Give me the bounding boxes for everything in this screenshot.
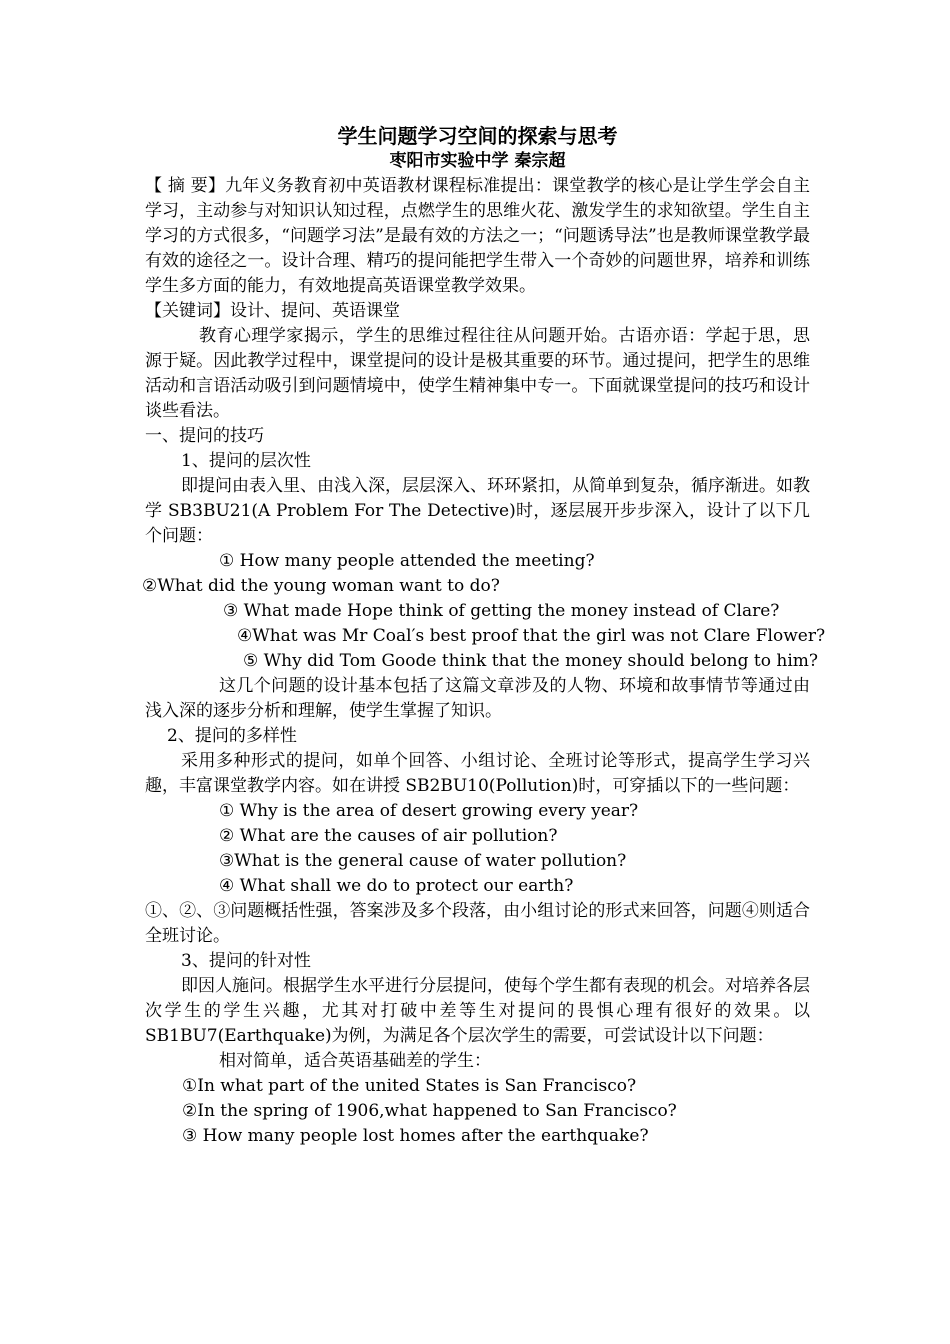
subsection-2-summary: ①、②、③问题概括性强，答案涉及多个段落，由小组讨论的形式来回答，问题④则适合全班讨论。 — [145, 901, 810, 946]
subsection-3-lead: 相对简单，适合英语基础差的学生： — [219, 1051, 491, 1071]
subsection-3-paragraph: 即因人施问。根据学生水平进行分层提问，使每个学生都有表现的机会。对培养各层次学生的学生兴趣，尤其对打破中差等生对提问的畏惧心理有很好的效果。以 SB1BU7(Earthquake)为例，为满足各个层次学生的需要，可尝试设计以下问题： — [145, 976, 810, 1046]
question-item: ③ How many people lost homes after the earthquake? — [182, 1126, 649, 1146]
section-heading: 一、提问的技巧 — [145, 426, 264, 446]
question-item: ⑤ Why did Tom Goode think that the money should belong to him? — [243, 651, 819, 671]
subsection-heading-2: 2、提问的多样性 — [167, 726, 297, 746]
document-title: 学生问题学习空间的探索与思考 — [337, 124, 618, 148]
question-item: ②What did the young woman want to do? — [142, 576, 500, 596]
question-item: ② What are the causes of air pollution? — [219, 826, 558, 846]
question-item: ① Why is the area of desert growing every year? — [219, 801, 639, 821]
question-item: ① How many people attended the meeting? — [219, 551, 595, 571]
question-item: ①In what part of the united States is San Francisco? — [182, 1076, 637, 1096]
document-author: 枣阳市实验中学 秦宗超 — [389, 151, 566, 171]
question-item: ④What was Mr Coal′s best proof that the girl was not Clare Flower? — [237, 626, 826, 646]
abstract-paragraph: 【 摘 要】九年义务教育初中英语教材课程标准提出：课堂教学的核心是让学生学会自主学习，主动参与对知识认知过程，点燃学生的思维火花、激发学生的求知欲望。学生自主学习的方式很多，“问题学习法”是最有效的方法之一；“问题诱导法”也是教师课堂教学最有效的途径之一。设计合理、精巧的提问能把学生带入一个奇妙的问题世界，培养和训练学生多方面的能力，有效地提高英语课堂教学效果。 — [145, 176, 810, 296]
subsection-2-paragraph: 采用多种形式的提问，如单个回答、小组讨论、全班讨论等形式，提高学生学习兴趣，丰富课堂教学内容。如在讲授 SB2BU10(Pollution)时，可穿插以下的一些问题： — [145, 751, 810, 796]
keywords-line: 【关键词】设计、提问、英语课堂 — [145, 301, 400, 321]
question-item: ③ What made Hope think of getting the money instead of Clare? — [223, 601, 780, 621]
subsection-heading-3: 3、提问的针对性 — [181, 951, 311, 971]
document-body — [142, 122, 826, 1149]
subsection-heading-1: 1、提问的层次性 — [181, 451, 311, 471]
question-item: ②In the spring of 1906,what happened to San Francisco? — [182, 1101, 677, 1121]
question-item: ③What is the general cause of water pollution? — [219, 851, 627, 871]
intro-paragraph: 教育心理学家揭示，学生的思维过程往往从问题开始。古语亦语：学起于思，思源于疑。因此教学过程中，课堂提问的设计是极其重要的环节。通过提问，把学生的思维活动和言语活动吸引到问题情境中，使学生精神集中专一。下面就课堂提问的技巧和设计谈些看法。 — [145, 326, 810, 421]
subsection-1-paragraph: 即提问由表入里、由浅入深，层层深入、环环紧扣，从简单到复杂，循序渐进。如教学 SB3BU21(A Problem For The Detective)时，逐层展开步步深入，设计了以下几个问题： — [145, 476, 810, 546]
question-item: ④ What shall we do to protect our earth? — [219, 876, 574, 896]
subsection-1-summary: 这几个问题的设计基本包括了这篇文章涉及的人物、环境和故事情节等通过由浅入深的逐步分析和理解，使学生掌握了知识。 — [145, 676, 810, 721]
